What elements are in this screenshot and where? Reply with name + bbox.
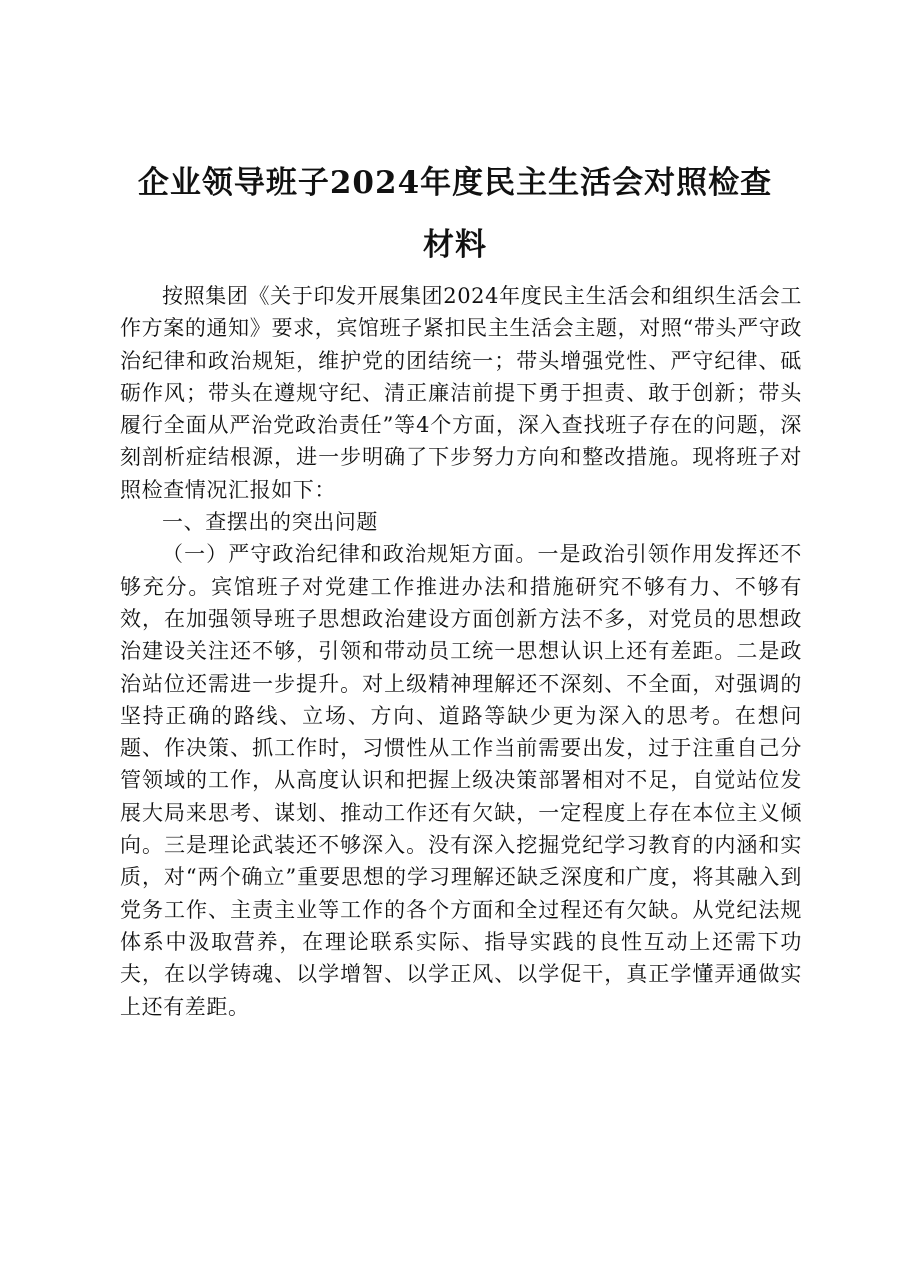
- subsection-paragraph-1: [120, 538, 802, 1022]
- document-body: [120, 280, 802, 1023]
- intro-paragraph: 按照集团《关于印发开展集团2024年度民主生活会和组织生活会工作方案的通知》要求，宾馆班子紧扣民主生活会主题，对照“带头严守政治纪律和政治规矩，维护党的团结统一；带头增强党性、严守纪律、砥砺作风；带头在遵规守纪、清正廉洁前提下勇于担责、敢于创新；带头履行全面从严治党政治责任”等4个方面，深入查找班子存在的问题，深刻剖析症结根源，进一步明确了下步努力方向和整改措施。现将班子对照检查情况汇报如下：: [120, 284, 802, 502]
- document-title-line-2: 材料: [423, 227, 487, 263]
- subsection-heading-1: （一）严守政治纪律和政治规矩方面。: [162, 542, 538, 567]
- document-title-line-1: 企业领导班子2024年度民主生活会对照检查: [137, 165, 773, 201]
- section-heading-1: 一、查摆出的突出问题: [162, 510, 378, 535]
- subsection-body-1: 一是政治引领作用发挥还不够充分。宾馆班子对党建工作推进办法和措施研究不够有力、不够有效，在加强领导班子思想政治建设方面创新方法不多，对党员的思想政治建设关注还不够，引领和带动员工统一思想认识上还有差距。二是政治站位还需进一步提升。对上级精神理解还不深刻、不全面，对强调的坚持正确的路线、立场、方向、道路等缺少更为深入的思考。在想问题、作决策、抓工作时，习惯性从工作当前需要出发，过于注重自己分管领域的工作，从高度认识和把握上级决策部署相对不足，自觉站位发展大局来思考、谋划、推动工作还有欠缺，一定程度上存在本位主义倾向。三是理论武装还不够深入。没有深入挖掘党纪学习教育的内涵和实质，对“两个确立”重要思想的学习理解还缺乏深度和广度，将其融入到党务工作、主责主业等工作的各个方面和全过程还有欠缺。从党纪法规体系中汲取营养，在理论联系实际、指导实践的良性互动上还需下功夫，在以学铸魂、以学增智、以学正风、以学促干，真正学懂弄通做实上还有差距。: [120, 542, 802, 1019]
